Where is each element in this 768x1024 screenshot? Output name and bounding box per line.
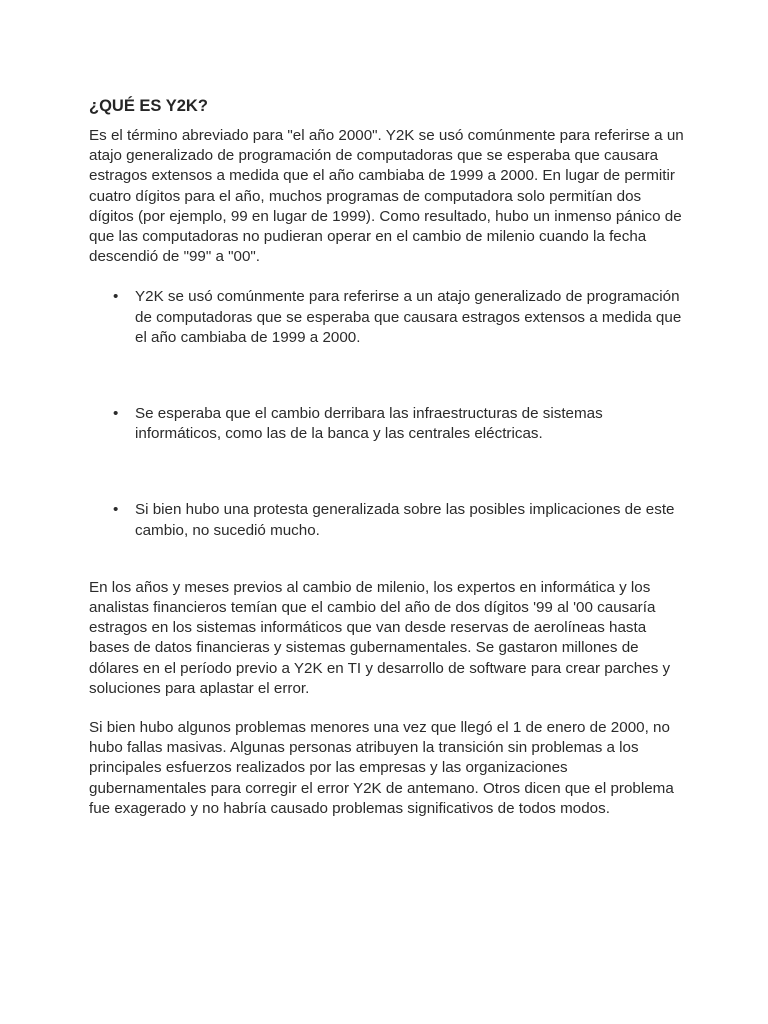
page-title: ¿QUÉ ES Y2K? [89,97,208,115]
list-item-text: Y2K se usó comúnmente para referirse a un atajo generalizado de programación de computadoras que se esperaba que causara estragos extensos a medida que el año cambiaba de 1999 a 2000. [135,288,682,346]
bullet-list [89,287,689,540]
bullet-icon: • [113,501,119,519]
intro-paragraph: Es el término abreviado para "el año 2000". Y2K se usó comúnmente para referirse a un atajo generalizado de programación de computadoras que se esperaba que causara estragos extensos a medida que el año cambiaba de 1999 a 2000. En lugar de permitir cuatro dígitos para el año, muchos programas de computadora solo permitían dos dígitos (por ejemplo, 99 en lugar de 1999). Como resultado, hubo un inmenso pánico de que las computadoras no pudieran operar en el cambio de milenio cuando la fecha descendió de "99" a "00". [89,127,684,266]
bullet-icon: • [113,288,119,306]
document-page [89,94,689,819]
bullet-icon: • [113,405,119,423]
list-item [89,287,689,348]
body-paragraph: Si bien hubo algunos problemas menores una vez que llegó el 1 de enero de 2000, no hubo fallas masivas. Algunas personas atribuyen la transición sin problemas a los principales esfuerzos realizados por las empresas y las organizaciones gubernamentales para corregir el error Y2K de antemano. Otros dicen que el problema fue exagerado y no habría causado problemas significativos de todos modos. [89,719,674,817]
list-item [89,404,689,444]
list-item [89,500,689,540]
list-item-text: Si bien hubo una protesta generalizada sobre las posibles implicaciones de este cambio, no sucedió mucho. [135,501,675,539]
body-paragraph: En los años y meses previos al cambio de milenio, los expertos en informática y los analistas financieros temían que el cambio del año de dos dígitos '99 al '00 causaría estragos en los sistemas informáticos que van desde reservas de aerolíneas hasta bases de datos financieras y sistemas gubernamentales. Se gastaron millones de dólares en el período previo a Y2K en TI y desarrollo de software para crear parches y soluciones para aplastar el error. [89,578,671,697]
list-item-text: Se esperaba que el cambio derribara las infraestructuras de sistemas informáticos, como las de la banca y las centrales eléctricas. [135,405,603,443]
